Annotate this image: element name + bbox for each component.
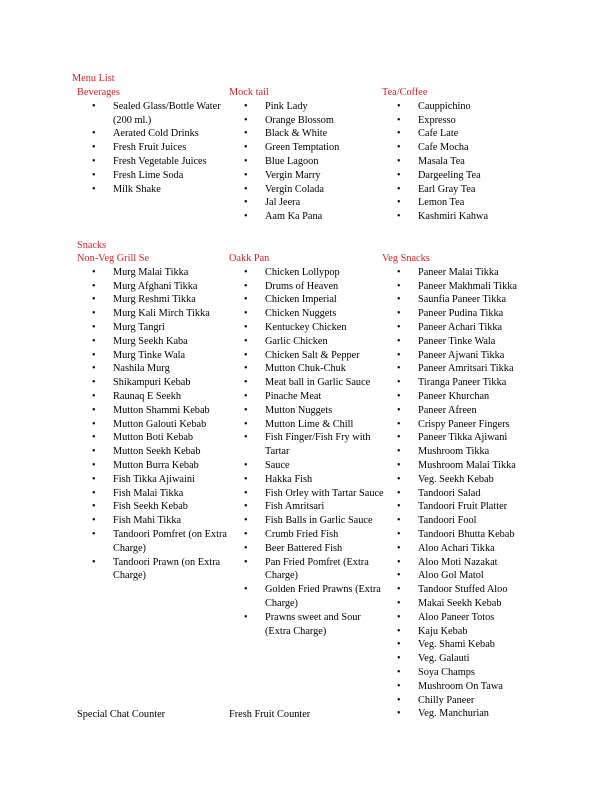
menu-item: • Mushroom Malai Tikka: [382, 459, 542, 473]
menu-item: • Veg. Manchurian: [382, 707, 542, 721]
menu-item: • Black & White: [229, 127, 389, 141]
menu-item: • Paneer Ajwani Tikka: [382, 349, 542, 363]
menu-item: • Cauppichino: [382, 100, 542, 114]
mocktail-section: [229, 86, 389, 224]
menu-item: • Paneer Khurchan: [382, 390, 542, 404]
menu-item: • Meat ball in Garlic Sauce: [229, 376, 389, 390]
menu-item: • Garlic Chicken: [229, 335, 389, 349]
menu-item: • Earl Gray Tea: [382, 183, 542, 197]
menu-item: • Chicken Imperial: [229, 293, 389, 307]
non-veg-grill-heading: Non-Veg Grill Se: [77, 253, 150, 264]
menu-item: • Paneer Tinke Wala: [382, 335, 542, 349]
menu-item: • Raunaq E Seekh: [77, 390, 237, 404]
menu-item: • Saunfia Paneer Tikka: [382, 293, 542, 307]
menu-item: • Fish Balls in Garlic Sauce: [229, 514, 389, 528]
menu-item: • Mutton Nuggets: [229, 404, 389, 418]
menu-item: • Aloo Gol Matol: [382, 569, 542, 583]
menu-item: • Dargeeling Tea: [382, 169, 542, 183]
menu-item: • Mutton Chuk-Chuk: [229, 362, 389, 376]
menu-item: • Tandoori Prawn (on Extra Charge): [77, 556, 237, 584]
menu-item: • Orange Blossom: [229, 114, 389, 128]
menu-item: • Sauce: [229, 459, 389, 473]
menu-item: • Fish Amritsari: [229, 500, 389, 514]
beverages-heading: Beverages: [77, 87, 120, 98]
tea-coffee-heading: Tea/Coffee: [382, 87, 428, 98]
menu-item: • Tandoori Fool: [382, 514, 542, 528]
menu-item: • Drums of Heaven: [229, 280, 389, 294]
menu-item: • Sealed Glass/Bottle Water (200 ml.): [77, 100, 237, 128]
menu-item: • Pink Lady: [229, 100, 389, 114]
menu-item: • Veg. Seekh Kebab: [382, 473, 542, 487]
menu-item: • Nashila Murg: [77, 362, 237, 376]
menu-title: Menu List: [72, 73, 115, 84]
menu-item: • Tandoori Salad: [382, 487, 542, 501]
fresh-fruit-counter: Fresh Fruit Counter: [229, 709, 311, 720]
tea-coffee-list: [382, 100, 542, 224]
menu-item: • Fresh Lime Soda: [77, 169, 237, 183]
menu-item: • Mutton Shammi Kebab: [77, 404, 237, 418]
menu-item: • Kentuckey Chicken: [229, 321, 389, 335]
menu-item: • Murg Tangri: [77, 321, 237, 335]
oakk-pan-list: [229, 266, 389, 639]
veg-snacks-section: [382, 252, 542, 721]
oakk-pan-heading: Oakk Pan: [229, 253, 270, 264]
menu-item: • Aam Ka Pana: [229, 210, 389, 224]
tea-coffee-section: [382, 86, 542, 224]
menu-item: • Chicken Nuggets: [229, 307, 389, 321]
menu-item: • Murg Malai Tikka: [77, 266, 237, 280]
menu-item: • Aloo Moti Nazakat: [382, 556, 542, 570]
menu-item: • Chicken Lollypop: [229, 266, 389, 280]
menu-item: • Paneer Pudina Tikka: [382, 307, 542, 321]
menu-item: • Pan Fried Pomfret (Extra Charge): [229, 556, 389, 584]
menu-item: • Fish Finger/Fish Fry with Tartar: [229, 431, 389, 459]
menu-item: • Fish Malai Tikka: [77, 487, 237, 501]
menu-item: • Vergin Marry: [229, 169, 389, 183]
menu-item: • Vergin Colada: [229, 183, 389, 197]
menu-item: • Mutton Boti Kebab: [77, 431, 237, 445]
menu-item: • Blue Lagoon: [229, 155, 389, 169]
menu-item: • Kashmiri Kahwa: [382, 210, 542, 224]
menu-item: • Fresh Vegetable Juices: [77, 155, 237, 169]
menu-item: • Paneer Makhmali Tikka: [382, 280, 542, 294]
menu-item: • Green Temptation: [229, 141, 389, 155]
special-chat-counter: Special Chat Counter: [77, 709, 166, 720]
menu-item: • Chicken Salt & Pepper: [229, 349, 389, 363]
menu-item: • Fish Tikka Ajiwaini: [77, 473, 237, 487]
non-veg-grill-section: [77, 252, 237, 583]
menu-item: • Mushroom Tikka: [382, 445, 542, 459]
menu-item: • Pinache Meat: [229, 390, 389, 404]
menu-item: • Tiranga Paneer Tikka: [382, 376, 542, 390]
menu-item: • Fish Seekh Kebab: [77, 500, 237, 514]
menu-item: • Murg Afghani Tikka: [77, 280, 237, 294]
menu-item: • Aloo Achari Tikka: [382, 542, 542, 556]
menu-item: • Fish Mahi Tikka: [77, 514, 237, 528]
menu-item: • Mutton Galouti Kebab: [77, 418, 237, 432]
menu-item: • Veg. Shami Kebab: [382, 638, 542, 652]
menu-item: • Veg. Galauti: [382, 652, 542, 666]
veg-snacks-list: [382, 266, 542, 721]
menu-item: • Tandoori Fruit Platter: [382, 500, 542, 514]
menu-item: • Expresso: [382, 114, 542, 128]
menu-item: • Tandoori Pomfret (on Extra Charge): [77, 528, 237, 556]
menu-item: • Paneer Tikka Ajiwani: [382, 431, 542, 445]
menu-item: • Milk Shake: [77, 183, 237, 197]
menu-item: • Fish Orley with Tartar Sauce: [229, 487, 389, 501]
menu-item: • Murg Seekh Kaba: [77, 335, 237, 349]
menu-item: • Mutton Burra Kebab: [77, 459, 237, 473]
menu-item: • Golden Fried Prawns (Extra Charge): [229, 583, 389, 611]
menu-item: • Hakka Fish: [229, 473, 389, 487]
menu-item: • Paneer Malai Tikka: [382, 266, 542, 280]
menu-item: • Fresh Fruit Juices: [77, 141, 237, 155]
menu-item: • Paneer Achari Tikka: [382, 321, 542, 335]
menu-item: • Aloo Paneer Totos: [382, 611, 542, 625]
menu-item: • Mushroom On Tawa: [382, 680, 542, 694]
oakk-pan-section: [229, 252, 389, 638]
menu-item: • Kaju Kebab: [382, 625, 542, 639]
menu-item: • Makai Seekh Kebab: [382, 597, 542, 611]
menu-item: • Lemon Tea: [382, 196, 542, 210]
veg-snacks-heading: Veg Snacks: [382, 253, 430, 264]
snacks-title: Snacks: [77, 240, 107, 251]
menu-item: • Masala Tea: [382, 155, 542, 169]
menu-item: • Chilly Paneer: [382, 694, 542, 708]
mocktail-heading: Mock tail: [229, 87, 269, 98]
menu-item: • Crispy Paneer Fingers: [382, 418, 542, 432]
menu-item: • Aerated Cold Drinks: [77, 127, 237, 141]
menu-item: • Prawns sweet and Sour (Extra Charge): [229, 611, 389, 639]
menu-item: • Paneer Afreen: [382, 404, 542, 418]
menu-item: • Cafe Late: [382, 127, 542, 141]
menu-item: • Crumb Fried Fish: [229, 528, 389, 542]
non-veg-grill-list: [77, 266, 237, 583]
menu-item: • Mutton Lime & Chill: [229, 418, 389, 432]
menu-item: • Tandoor Stuffed Aloo: [382, 583, 542, 597]
menu-item: • Cafe Mocha: [382, 141, 542, 155]
beverages-list: [77, 100, 237, 197]
beverages-section: [77, 86, 237, 196]
menu-item: • Beer Battered Fish: [229, 542, 389, 556]
menu-item: • Mutton Seekh Kebab: [77, 445, 237, 459]
menu-item: • Murg Reshmi Tikka: [77, 293, 237, 307]
menu-item: • Shikampuri Kebab: [77, 376, 237, 390]
menu-item: • Paneer Amritsari Tikka: [382, 362, 542, 376]
mocktail-list: [229, 100, 389, 224]
menu-item: • Murg Kali Mirch Tikka: [77, 307, 237, 321]
menu-item: • Murg Tinke Wala: [77, 349, 237, 363]
menu-item: • Tandoori Bhutta Kebab: [382, 528, 542, 542]
menu-item: • Jal Jeera: [229, 196, 389, 210]
menu-item: • Soya Champs: [382, 666, 542, 680]
